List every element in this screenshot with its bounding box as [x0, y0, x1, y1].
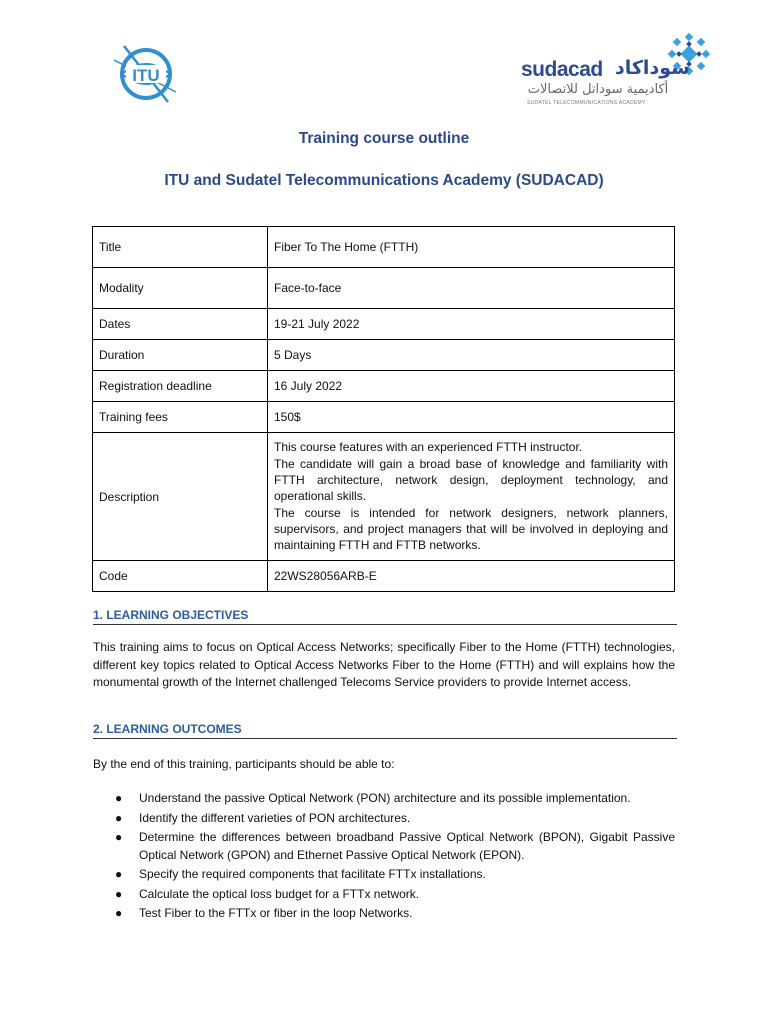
itu-logo-text: ITU	[132, 66, 160, 85]
list-item-text: Test Fiber to the FTTx or fiber in the loop Networks.	[139, 906, 413, 920]
list-item-text: Specify the required components that facilitate FTTx installations.	[139, 867, 486, 881]
table-row	[93, 268, 675, 309]
sudacad-arabic-subtitle: أكاديمية سوداتل للاتصالات	[527, 82, 669, 97]
bullet-icon: ●	[115, 886, 123, 901]
itu-logo	[110, 40, 182, 108]
row-label: Dates	[93, 309, 268, 340]
section-heading-objectives: 1. LEARNING OBJECTIVES	[93, 608, 677, 625]
table-row	[93, 433, 675, 561]
list-item-text: Calculate the optical loss budget for a FTTx network.	[139, 886, 420, 901]
list-item	[93, 905, 675, 923]
bullet-icon: ●	[115, 906, 123, 920]
sudacad-logo	[517, 28, 717, 110]
bullet-icon: ●	[115, 810, 123, 825]
list-item-text: Understand the passive Optical Network (PON) architecture and its possible implementation.	[139, 791, 631, 805]
row-value: 5 Days	[268, 340, 675, 371]
row-label: Title	[93, 227, 268, 268]
section-heading-outcomes: 2. LEARNING OUTCOMES	[93, 722, 677, 739]
outcomes-intro: By the end of this training, participants should be able to:	[93, 757, 395, 771]
bullet-icon: ●	[115, 791, 123, 805]
page-title: Training course outline	[298, 130, 470, 147]
row-label: Modality	[93, 268, 268, 309]
table-row	[93, 402, 675, 433]
row-value: 22WS28056ARB-E	[268, 561, 675, 592]
row-value: 19-21 July 2022	[268, 309, 675, 340]
sudacad-arabic: سوداكاد	[615, 57, 690, 79]
description-line: The candidate will gain a broad base of knowledge and familiarity with FTTH architecture, network design, deployment technology, and operational skills.	[274, 456, 668, 504]
row-label: Description	[93, 433, 268, 561]
bullet-icon: ●	[115, 867, 123, 881]
sudacad-subtitle: SUDATEL TELECOMMUNICATIONS ACADEMY	[527, 100, 646, 106]
page-subtitle: ITU and Sudatel Telecommunications Academy (SUDACAD)	[164, 172, 604, 189]
list-item	[93, 810, 675, 828]
list-item	[93, 886, 675, 904]
description-line: This course features with an experienced FTTH instructor.	[274, 440, 583, 455]
list-item-text: Identify the different varieties of PON architectures.	[139, 810, 411, 825]
list-item	[93, 790, 675, 808]
bullet-icon: ●	[115, 830, 123, 844]
row-label: Training fees	[93, 402, 268, 433]
row-value: Face-to-face	[268, 268, 675, 309]
row-label: Duration	[93, 340, 268, 371]
row-label: Code	[93, 561, 268, 592]
table-row	[93, 561, 675, 592]
row-value: 16 July 2022	[268, 371, 675, 402]
table-row	[93, 309, 675, 340]
description-line: The course is intended for network designers, network planners, supervisors, and project managers that will be involved in deploying and maintaining FTTH and FTTB networks.	[274, 505, 668, 553]
outcomes-list	[93, 790, 675, 925]
sudacad-latin: sudacad	[521, 58, 603, 81]
list-item	[93, 829, 675, 864]
table-row	[93, 227, 675, 268]
itu-logo-icon	[110, 40, 182, 108]
row-label: Registration deadline	[93, 371, 268, 402]
course-info-table	[92, 226, 675, 592]
row-value: 150$	[268, 402, 675, 433]
table-row	[93, 371, 675, 402]
objectives-paragraph: This training aims to focus on Optical Access Networks; specifically Fiber to the Home (FTTH) technologies, different key topics related to Optical Access Networks Fiber to the Home (FTTH) and will explains how the monumental growth of the Internet challenged Telecoms Service providers to provide Internet access.	[93, 640, 675, 689]
list-item-text: Determine the differences between broadband Passive Optical Network (BPON), Gigabit Passive Optical Network (GPON) and Ethernet Passive Optical Network (EPON).	[139, 830, 675, 862]
table-row	[93, 340, 675, 371]
list-item	[93, 866, 675, 884]
row-value: Fiber To The Home (FTTH)	[268, 227, 675, 268]
description-cell	[268, 433, 675, 561]
